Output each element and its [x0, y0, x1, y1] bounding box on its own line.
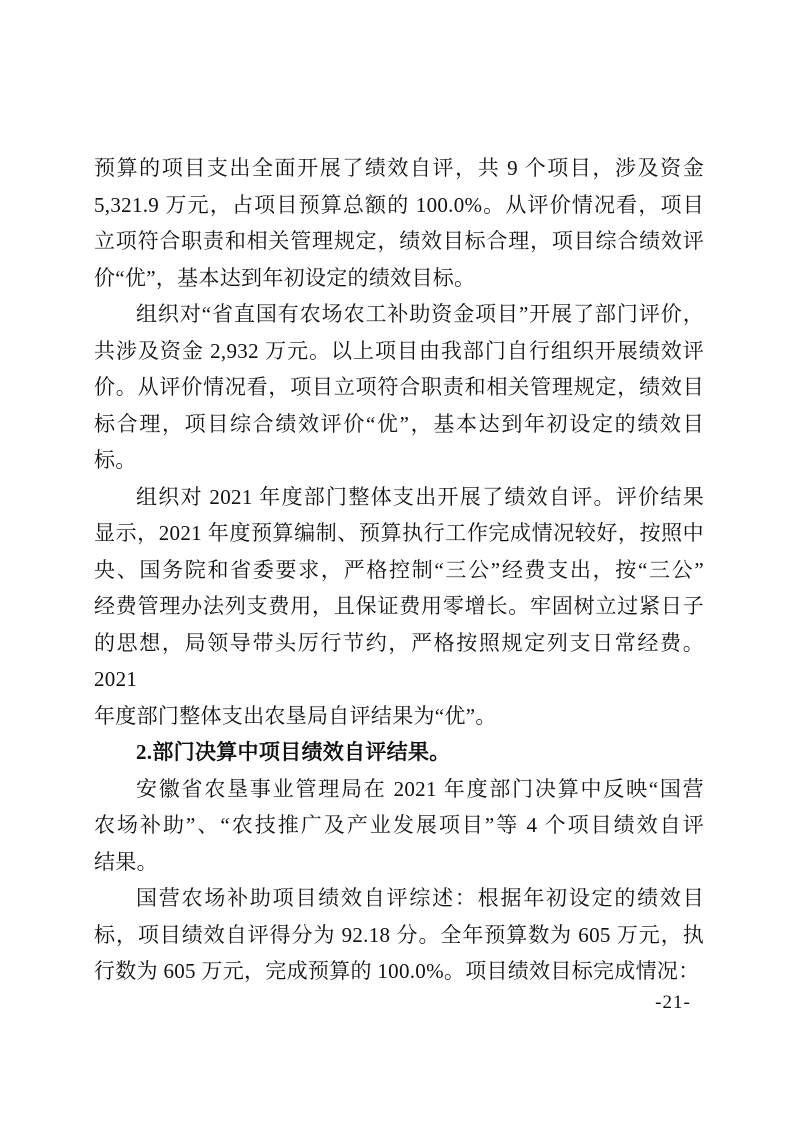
text-line: 行数为 605 万元，完成预算的 100.0%。项目绩效目标完成情况： — [94, 959, 700, 983]
paragraph — [94, 771, 704, 881]
text-line: 国营农场补助项目绩效自评综述：根据年初设定的绩效目 — [136, 886, 704, 910]
paragraph — [94, 150, 704, 296]
text-line: 的思想，局领导带头厉行节约，严格按照规定列支日常经费。2021 — [94, 630, 704, 691]
text-line: 经费管理办法列支费用，且保证费用零增长。牢固树立过紧日子 — [94, 594, 704, 618]
text-line: 标，项目绩效自评得分为 92.18 分。全年预算数为 605 万元，执 — [94, 922, 704, 947]
text-line: 组织对“省直国有农场农工补助资金项目”开展了部门评价， — [136, 302, 704, 326]
text-line: 预算的项目支出全面开展了绩效自评，共 9 个项目，涉及资金 — [94, 156, 704, 180]
text-line: 组织对 2021 年度部门整体支出开展了绩效自评。评价结果 — [136, 484, 704, 509]
text-line: 共涉及资金 2,932 万元。以上项目由我部门自行组织开展绩效评 — [94, 338, 704, 363]
heading-text: 2.部门决算中项目绩效自评结果。 — [136, 740, 451, 764]
text-line: 年度部门整体支出农垦局自评结果为“优”。 — [94, 703, 497, 728]
text-line: 5,321.9 万元，占项目预算总额的 100.0%。从评价情况看，项目 — [94, 192, 704, 217]
text-line: 显示，2021 年度预算编制、预算执行工作完成情况较好，按照中 — [94, 521, 704, 545]
text-line: 央、国务院和省委要求，严格控制“三公”经费支出，按“三公” — [94, 557, 704, 582]
text-line: 结果。 — [94, 849, 158, 874]
paragraph — [94, 880, 704, 990]
text-line: 农场补助”、“农技推广及产业发展项目”等 4 个项目绩效自评 — [94, 813, 704, 837]
text-line: 立项符合职责和相关管理规定，绩效目标合理，项目综合绩效评 — [94, 229, 704, 253]
text-line: 价。从评价情况看，项目立项符合职责和相关管理规定，绩效目 — [94, 375, 704, 399]
document-body — [94, 150, 704, 990]
paragraph — [94, 479, 704, 735]
paragraph — [94, 296, 704, 479]
page-number: -21- — [655, 992, 691, 1013]
text-line: 标。 — [94, 448, 137, 472]
section-heading — [94, 734, 704, 771]
text-line: 价“优”，基本达到年初设定的绩效目标。 — [94, 265, 476, 290]
text-line: 标合理，项目综合绩效评价“优”，基本达到年初设定的绩效目 — [94, 411, 704, 436]
text-line: 安徽省农垦事业管理局在 2021 年度部门决算中反映“国营 — [136, 776, 704, 801]
